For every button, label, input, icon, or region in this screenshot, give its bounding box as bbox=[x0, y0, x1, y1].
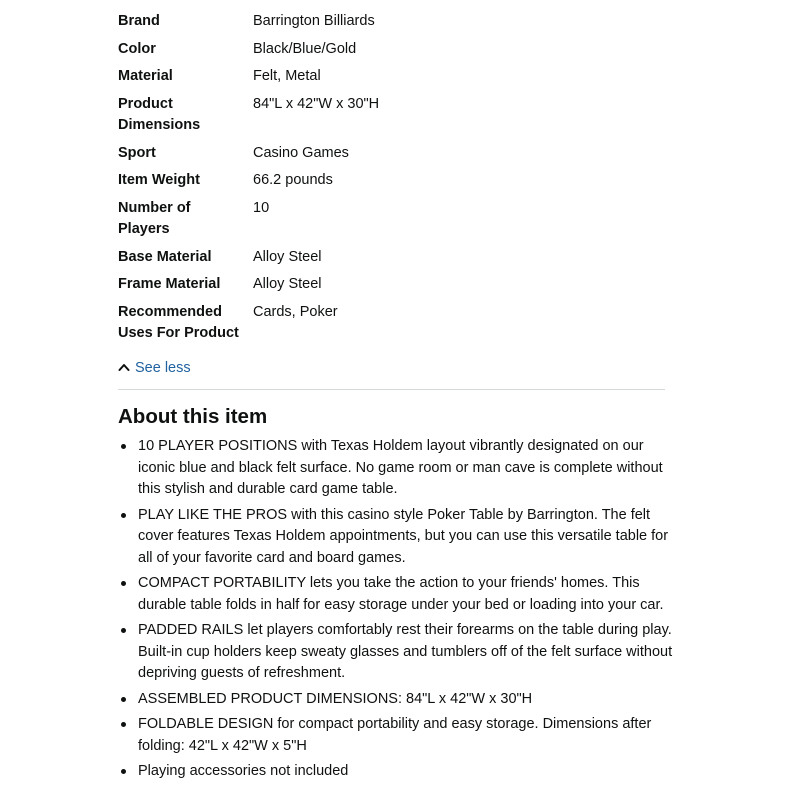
bullet-dot-icon bbox=[121, 697, 126, 702]
see-less-label: See less bbox=[135, 360, 191, 376]
feature-bullet bbox=[118, 620, 673, 685]
spec-key: Sport bbox=[118, 144, 156, 161]
chevron-up-icon bbox=[118, 362, 130, 372]
spec-key: Frame Material bbox=[118, 276, 221, 292]
spec-key: Number of Players bbox=[118, 199, 191, 237]
spec-row-brand bbox=[118, 11, 678, 33]
spec-value: Alloy Steel bbox=[253, 276, 322, 292]
spec-key: Base Material bbox=[118, 248, 212, 265]
spec-key: Recommended Uses For Product bbox=[118, 303, 239, 341]
spec-row-color bbox=[118, 39, 678, 61]
spec-row-base-material bbox=[118, 247, 678, 269]
spec-row-sport bbox=[118, 143, 678, 165]
bullet-dot-icon bbox=[121, 581, 126, 586]
feature-bullet-text: PADDED RAILS let players comfortably rest their forearms on the table during play. Built-in cup holders keep sweaty glasses and tumblers off of the felt surface without depriving guests of refreshment. bbox=[138, 622, 673, 681]
spec-value: 84"L x 42"W x 30"H bbox=[253, 95, 380, 112]
spec-key: Material bbox=[118, 68, 173, 84]
feature-bullet bbox=[118, 573, 673, 616]
bullet-dot-icon bbox=[121, 444, 126, 449]
spec-row-product-dimensions bbox=[118, 94, 678, 137]
bullet-dot-icon bbox=[121, 628, 126, 633]
spec-row-number-of-players bbox=[118, 198, 678, 241]
section-divider bbox=[118, 389, 665, 390]
spec-value: 10 bbox=[253, 199, 270, 216]
see-less-link[interactable] bbox=[118, 358, 191, 378]
feature-bullet-text: Playing accessories not included bbox=[138, 763, 349, 779]
feature-bullet-text: ASSEMBLED PRODUCT DIMENSIONS: 84"L x 42"W x 30"H bbox=[138, 690, 533, 707]
feature-bullet bbox=[118, 761, 673, 783]
feature-bullet bbox=[118, 436, 673, 501]
feature-bullet bbox=[118, 714, 673, 757]
spec-value: 66.2 pounds bbox=[253, 172, 333, 188]
feature-bullet bbox=[118, 505, 673, 570]
spec-key: Brand bbox=[118, 13, 160, 29]
spec-value: Felt, Metal bbox=[253, 68, 321, 84]
spec-row-material bbox=[118, 66, 678, 88]
spec-value: Cards, Poker bbox=[253, 303, 338, 320]
spec-value: Black/Blue/Gold bbox=[253, 40, 357, 57]
feature-bullet-text: 10 PLAYER POSITIONS with Texas Holdem layout vibrantly designated on our iconic blue and black felt surface. No game room or man cave is complete without this stylish and durable card game table. bbox=[138, 438, 663, 497]
about-this-item-heading: About this item bbox=[118, 405, 268, 428]
spec-key: Item Weight bbox=[118, 172, 200, 188]
spec-row-item-weight bbox=[118, 170, 678, 192]
spec-key: Product Dimensions bbox=[118, 95, 201, 133]
feature-bullet-text: COMPACT PORTABILITY lets you take the action to your friends' homes. This durable table folds in half for easy storage under your bed or loading into your car. bbox=[138, 575, 664, 613]
bullet-dot-icon bbox=[121, 769, 126, 774]
feature-bullet-text: FOLDABLE DESIGN for compact portability and easy storage. Dimensions after folding: 42"L x 42"W x 5"H bbox=[138, 716, 652, 754]
feature-bullet-list bbox=[118, 436, 673, 787]
feature-bullet-text: PLAY LIKE THE PROS with this casino style Poker Table by Barrington. The felt cover features Texas Holdem appointments, but you can use this versatile table for all of your favorite card and board games. bbox=[138, 506, 669, 566]
spec-value: Casino Games bbox=[253, 144, 349, 161]
spec-value: Barrington Billiards bbox=[253, 13, 375, 29]
spec-row-recommended-uses bbox=[118, 302, 678, 345]
spec-key: Color bbox=[118, 40, 156, 57]
bullet-dot-icon bbox=[121, 722, 126, 727]
spec-row-frame-material bbox=[118, 274, 678, 296]
spec-value: Alloy Steel bbox=[253, 248, 322, 265]
bullet-dot-icon bbox=[121, 513, 126, 518]
feature-bullet bbox=[118, 689, 673, 711]
product-specs-table bbox=[118, 11, 678, 351]
